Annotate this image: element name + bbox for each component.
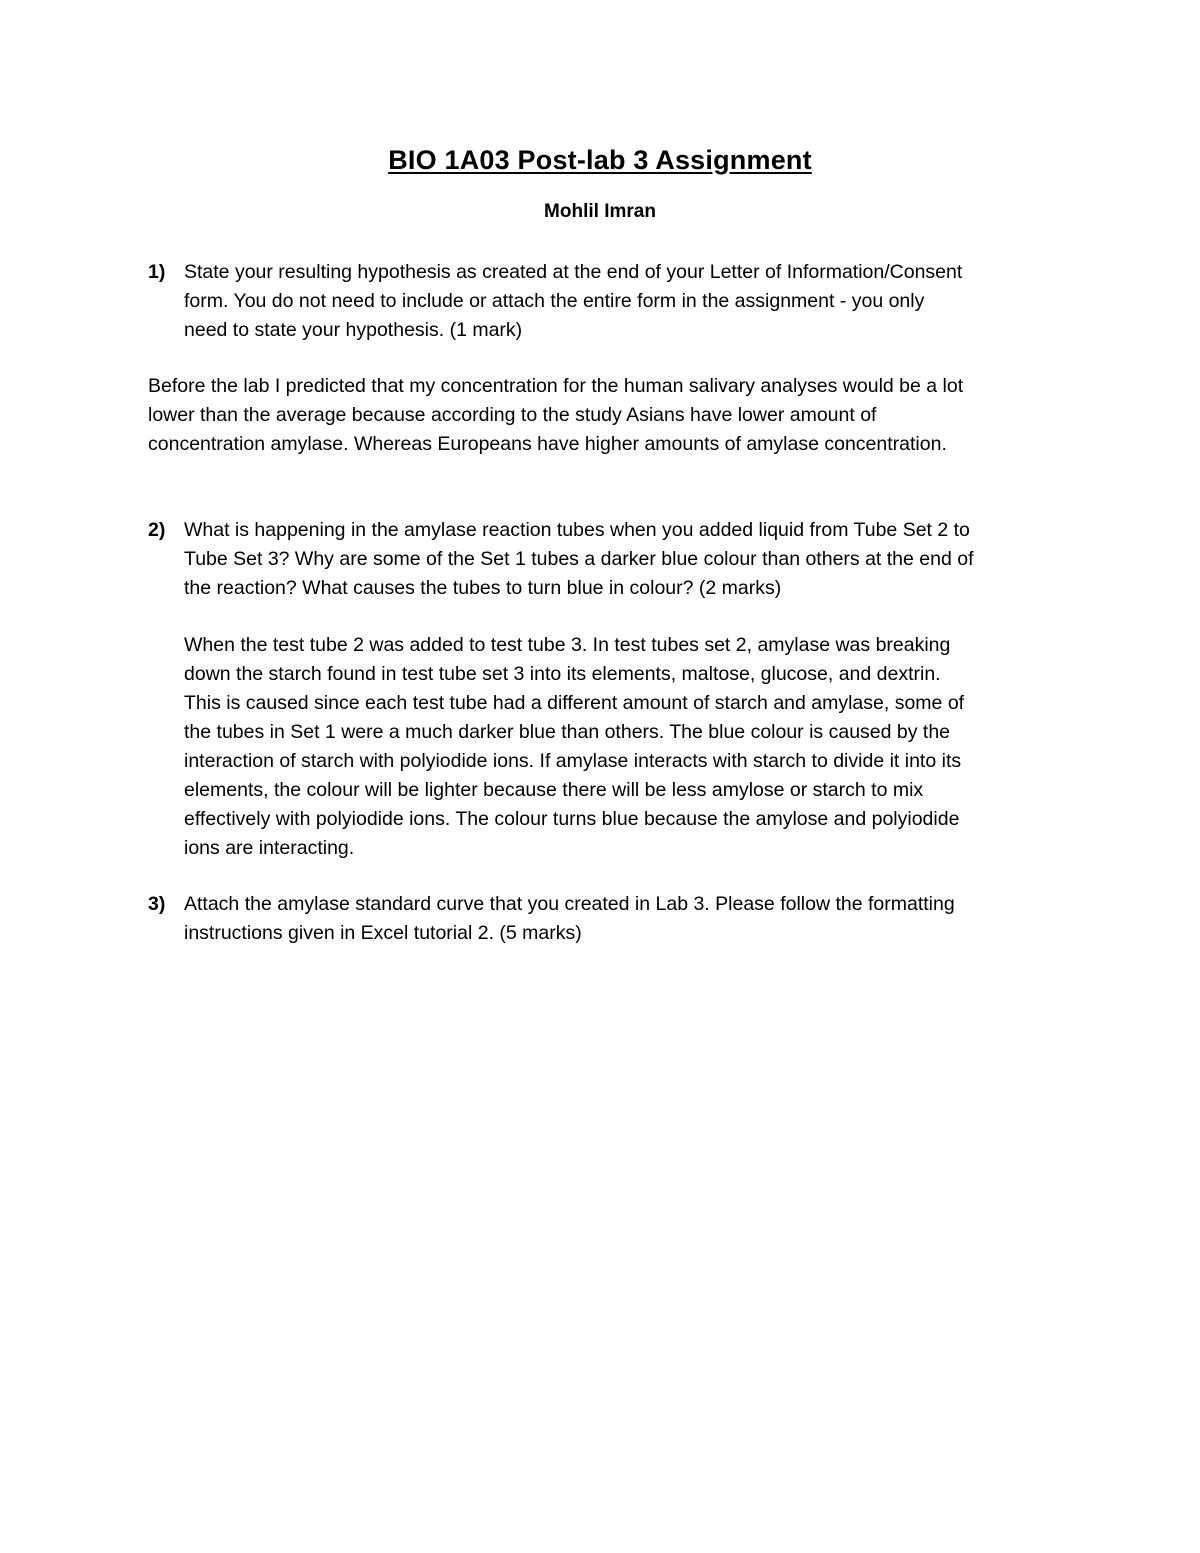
question-text: What is happening in the amylase reaction tubes when you added liquid from Tube Set 2 to Tube Set 3? Why are some of the Set 1 tubes a darker blue colour than others at the end of the reaction? What causes the tubes to turn blue in colour? (2 marks) [184, 519, 974, 599]
question-text: State your resulting hypothesis as created at the end of your Letter of Information/Consent form. You do not need to include or attach the entire form in the assignment - you only need to state your hypothesis. (1 mark) [184, 261, 963, 341]
question-number: 2) [148, 519, 166, 541]
page-title: BIO 1A03 Post-lab 3 Assignment [388, 145, 812, 175]
question-number: 1) [148, 261, 166, 283]
answer-1: Before the lab I predicted that my concentration for the human salivary analyses would be a lot lower than the average because according to the study Asians have lower amount of concentration amylase. Whereas Europeans have higher amounts of amylase concentration. [148, 375, 964, 455]
author-name: Mohlil Imran [544, 201, 656, 222]
question-1 [148, 258, 1068, 345]
answer-2: When the test tube 2 was added to test tube 3. In test tubes set 2, amylase was breaking down the starch found in test tube set 3 into its elements, maltose, glucose, and dextrin. This is caused since each test tube had a different amount of starch and amylase, some of the tubes in Set 1 were a much darker blue than others. The blue colour is caused by the interaction of starch with polyiodide ions. If amylase interacts with starch to divide it into its elements, the colour will be lighter because there will be less amylose or starch to mix effectively with polyiodide ions. The colour turns blue because the amylose and polyiodide ions are interacting. [184, 634, 965, 859]
question-text: Attach the amylase standard curve that you created in Lab 3. Please follow the formatting instructions given in Excel tutorial 2. (5 marks) [184, 893, 955, 944]
question-number: 3) [148, 893, 166, 915]
question-2 [148, 516, 1068, 603]
question-3 [148, 890, 1068, 948]
